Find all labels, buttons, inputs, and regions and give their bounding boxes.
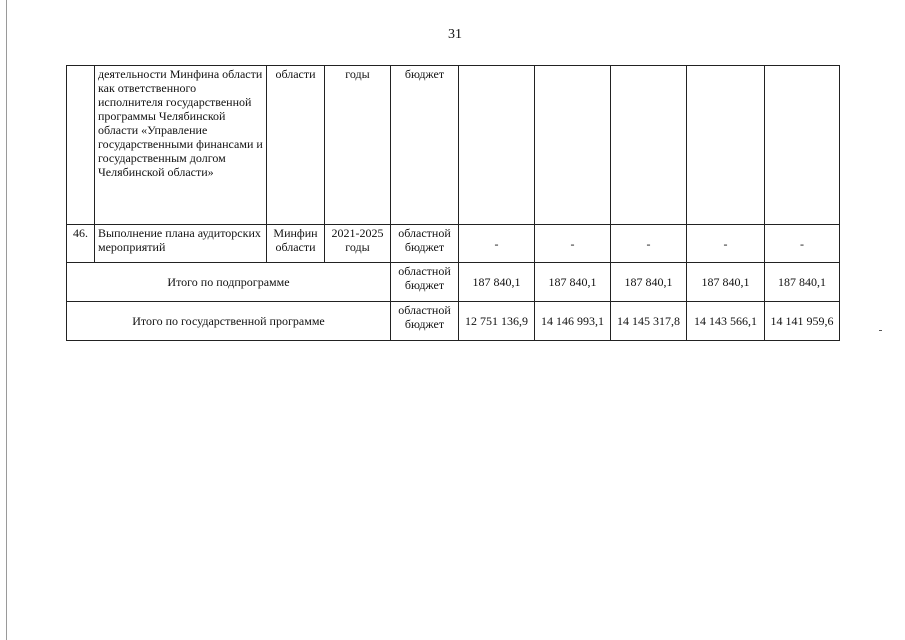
value-cell-2022: 14 146 993,1 bbox=[535, 302, 611, 341]
value-cell-2025: - bbox=[765, 225, 840, 263]
budget-table bbox=[66, 65, 840, 341]
table-row-subprogram-total bbox=[67, 263, 840, 302]
table-row-continuation bbox=[67, 66, 840, 225]
value-cell-2023 bbox=[611, 66, 687, 225]
funding-source-cell: областной бюджет bbox=[391, 263, 459, 302]
value-cell-2021: 12 751 136,9 bbox=[459, 302, 535, 341]
value-cell-2025: 187 840,1 bbox=[765, 263, 840, 302]
value-cell-2023: 187 840,1 bbox=[611, 263, 687, 302]
page-left-border bbox=[6, 0, 7, 640]
executor-cell: Минфин области bbox=[267, 225, 325, 263]
value-cell-2025 bbox=[765, 66, 840, 225]
page-number: 31 bbox=[448, 27, 462, 42]
value-cell-2021: 187 840,1 bbox=[459, 263, 535, 302]
value-cell-2022 bbox=[535, 66, 611, 225]
funding-source-cell: областной бюджет bbox=[391, 302, 459, 341]
value-cell-2025: 14 141 959,6 bbox=[765, 302, 840, 341]
value-cell-2021: - bbox=[459, 225, 535, 263]
value-cell-2022: 187 840,1 bbox=[535, 263, 611, 302]
value-cell-2021 bbox=[459, 66, 535, 225]
table-row-program-total bbox=[67, 302, 840, 341]
value-cell-2022: - bbox=[535, 225, 611, 263]
value-cell-2024 bbox=[687, 66, 765, 225]
event-name-cell: Выполнение плана аудиторских мероприятий bbox=[95, 225, 267, 263]
margin-mark bbox=[879, 330, 882, 331]
row-number-cell: 46. bbox=[67, 225, 95, 263]
period-cell: годы bbox=[325, 66, 391, 225]
executor-cell: области bbox=[267, 66, 325, 225]
funding-source-cell: областной бюджет bbox=[391, 225, 459, 263]
subprogram-total-label: Итого по подпрограмме bbox=[67, 263, 391, 302]
period-cell: 2021-2025 годы bbox=[325, 225, 391, 263]
table-row-46 bbox=[67, 225, 840, 263]
funding-source-cell: бюджет bbox=[391, 66, 459, 225]
row-number-cell bbox=[67, 66, 95, 225]
program-total-label: Итого по государственной программе bbox=[67, 302, 391, 341]
value-cell-2024: - bbox=[687, 225, 765, 263]
value-cell-2023: - bbox=[611, 225, 687, 263]
event-name-cell: деятельности Минфина области как ответственного исполнителя государственной программы Челябинской области «Управление государственными финансами и государственным долгом Челябинской области» bbox=[95, 66, 267, 225]
value-cell-2024: 14 143 566,1 bbox=[687, 302, 765, 341]
value-cell-2023: 14 145 317,8 bbox=[611, 302, 687, 341]
value-cell-2024: 187 840,1 bbox=[687, 263, 765, 302]
